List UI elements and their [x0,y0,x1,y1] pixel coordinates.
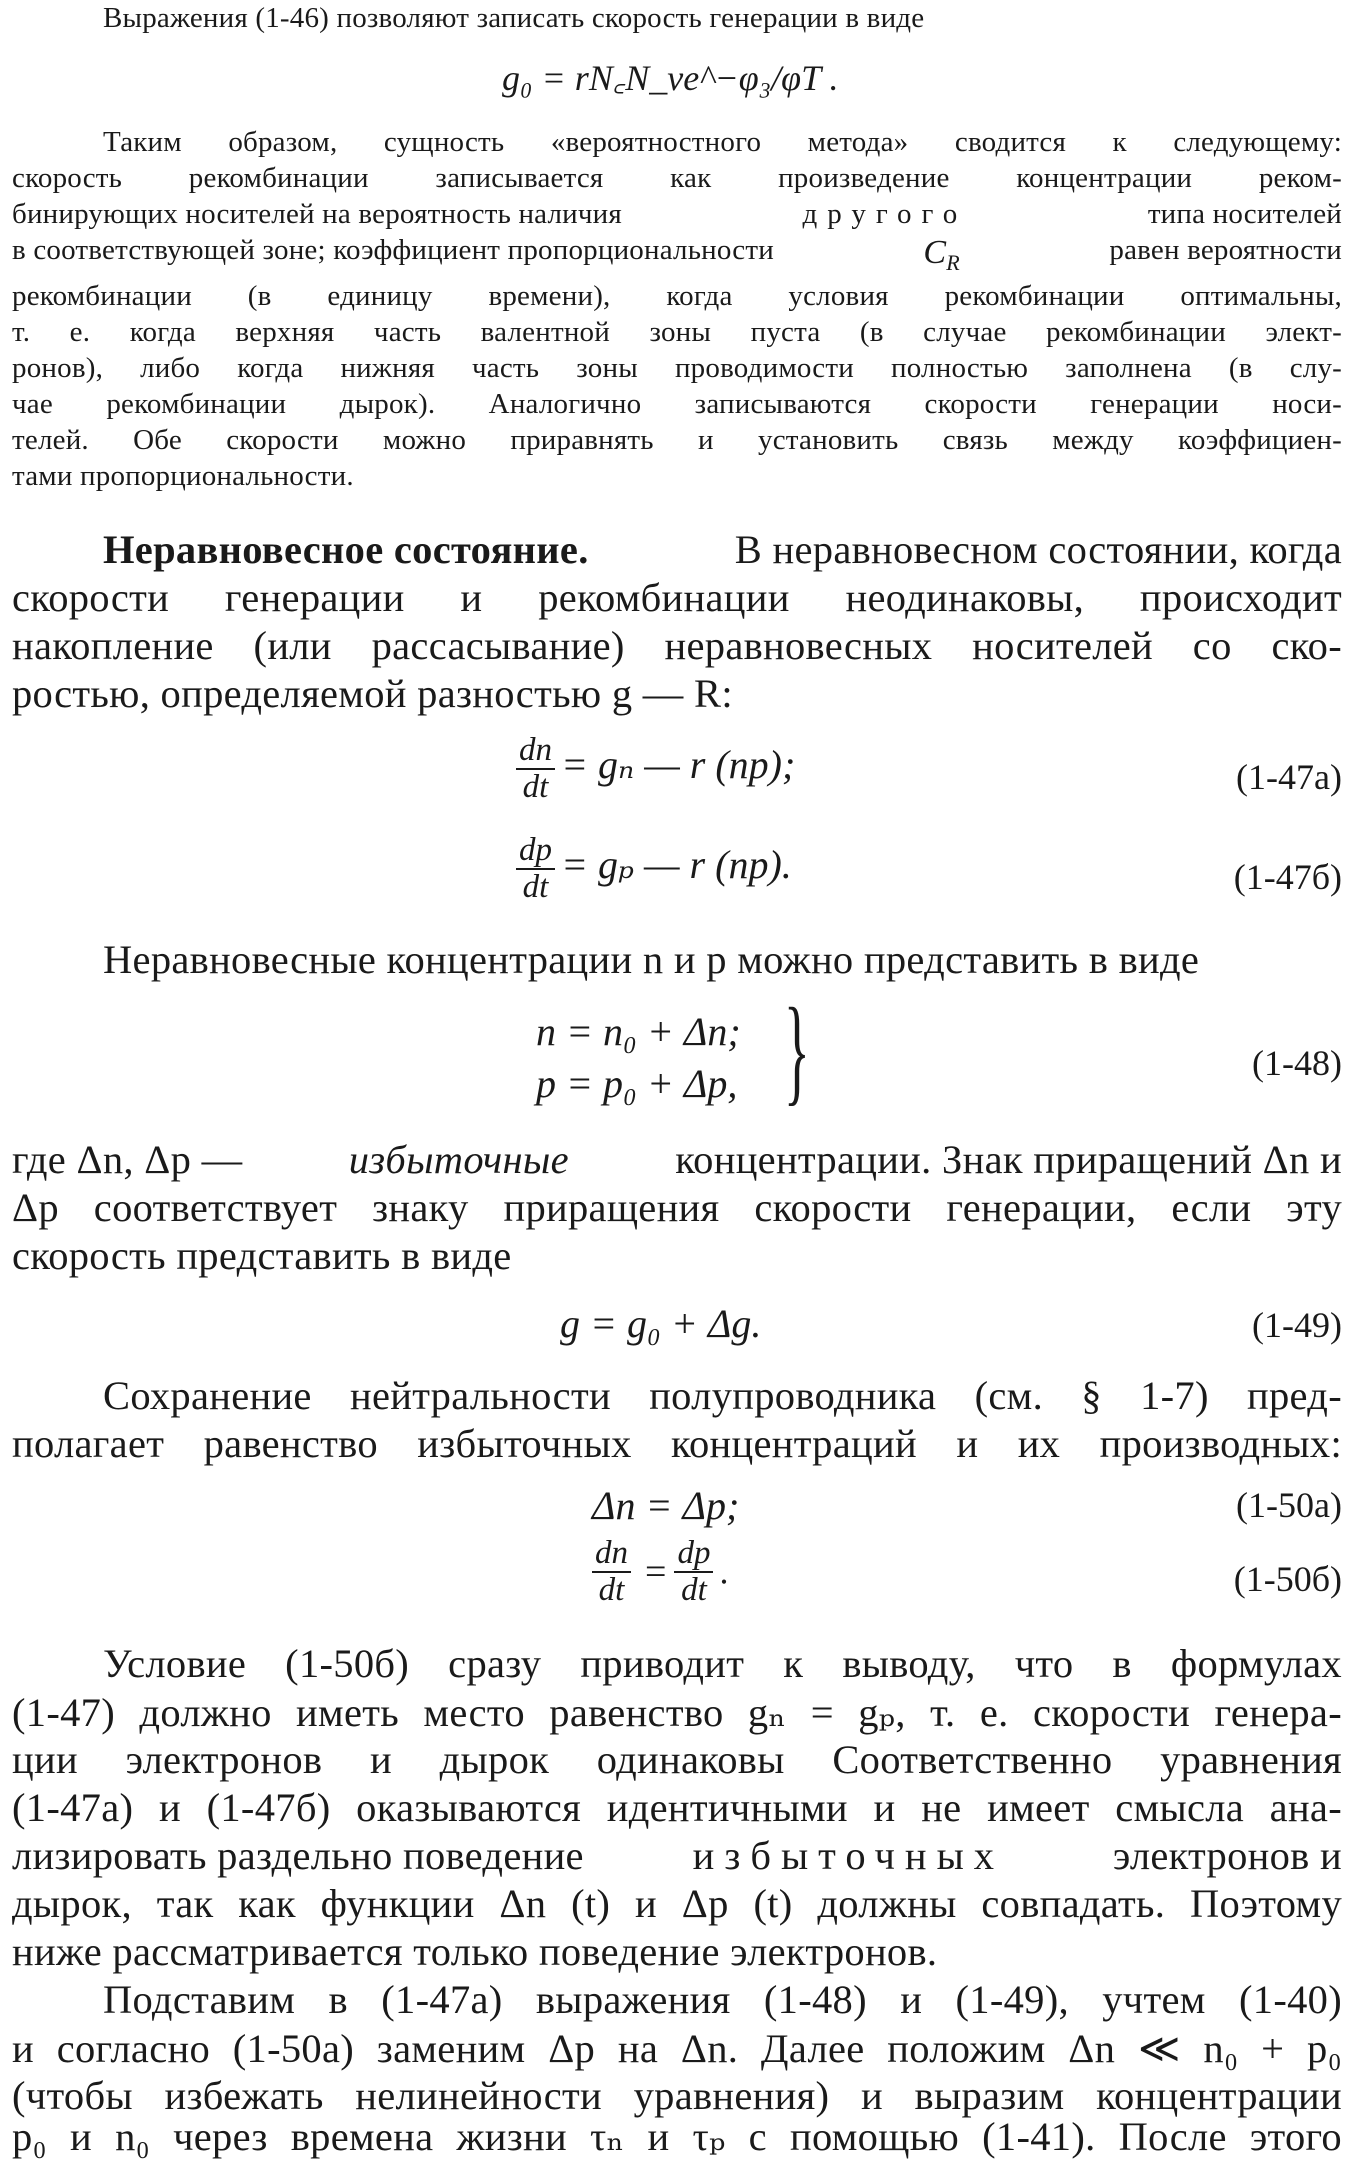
equals-sign: = [645,1550,667,1593]
equation-number: (1-50б) [1233,1559,1342,1599]
equation-1-48-line1: n = n₀ + Δn; [536,1009,741,1054]
symbol-CR [923,234,960,276]
text-line: (чтобы избежать нелинейности уравнения) и выразим концентрации [12,2073,1342,2118]
text-line: Условие (1-50б) сразу приводит к выводу, что в формулах [103,1641,1342,1686]
equation-number: (1-47а) [1236,757,1342,797]
text-line: скорость представить в виде [12,1233,512,1278]
text-line: скорости генерации и рекомбинации неодинаковы, происходит [12,575,1342,620]
equation-1-50a: Δn = Δp; [592,1483,740,1528]
text-line: телей. Обе скорости можно приравнять и установить связь между коэффициен- [12,424,1342,456]
equation-1-48-line2: p = p₀ + Δp, [536,1061,738,1106]
text-line [12,1136,1342,1183]
italic-word: избыточные [348,1137,569,1182]
text-segment: электронов и [1112,1833,1342,1878]
equation-rhs: = gₙ — r (np); [561,741,796,787]
equation-1-47b [516,833,792,904]
fraction [592,1536,631,1607]
text-line: (1-47) должно иметь место равенство gₙ = gₚ, т. е. скорости генера- [12,1690,1342,1735]
text-line [12,234,1342,276]
text-line: ции электронов и дырок одинаковы Соответственно уравнения [12,1737,1342,1782]
text-line: ниже рассматривается только поведение электронов. [12,1929,938,1974]
equation-1-49: g = g₀ + Δg. [560,1301,762,1346]
symbol-C: C [923,234,947,271]
text-line: ростью, определяемой разностью g — R: [12,671,733,716]
section-heading: Неравновесное состояние. [103,527,589,572]
text-line: Неравновесные концентрации n и p можно представить в виде [103,937,1200,982]
text-line [12,198,1342,231]
section-first-line [103,526,1342,573]
text-line: т. е. когда верхняя часть валентной зоны пуста (в случае рекомбинации элект- [12,316,1342,348]
fraction [516,733,555,804]
text-segment: в соответствующей зоне; коэффициент пропорциональности [12,234,774,266]
text-segment: бинирующих носителей на вероятность наличия [12,198,622,230]
fraction-numerator: dp [674,1536,713,1573]
spaced-word: другого [802,198,968,230]
text-segment: равен вероятности [1109,234,1342,266]
text-line: Таким образом, сущность «вероятностного метода» сводится к следующему: [103,126,1342,158]
text-line: дырок, так как функции Δn (t) и Δp (t) должны совпадать. Поэтому [12,1881,1342,1926]
text-line [12,1832,1342,1879]
equation-number: (1-47б) [1233,857,1342,897]
text-line: Выражения (1-46) позволяют записать скорость генерации в виде [103,2,925,34]
text-line: Сохранение нейтральности полупроводника (см. § 1-7) пред- [103,1373,1342,1418]
text-segment: лизировать раздельно поведение [12,1833,584,1878]
text-line: (1-47а) и (1-47б) оказываются идентичными и не имеет смысла ана- [12,1785,1342,1830]
fraction-denominator: dt [522,768,549,805]
text-line: полагает равенство избыточных концентраций и их производных: [12,1421,1342,1466]
fraction-numerator: dn [592,1536,631,1573]
symbol-subscript-R: R [946,249,960,275]
text-line: ронов), либо когда нижняя часть зоны проводимости полностью заполнена (в слу- [12,352,1342,384]
formula-g0: g₀ = rN꜀N_ve^−φ₃/φT . [502,58,839,98]
fraction-denominator: dt [598,1571,625,1608]
period: . [719,1551,729,1592]
equation-number: (1-50а) [1236,1485,1342,1525]
text-line: накопление (или рассасывание) неравновесных носителей со ско- [12,623,1342,668]
fraction [674,1536,713,1607]
equation-number: (1-49) [1252,1305,1342,1345]
equation-1-50b [592,1536,728,1607]
equation-rhs: = gₚ — r (np). [561,841,792,887]
text-line: p₀ и n₀ через времена жизни τₙ и τₚ с помощью (1-41). После этого [12,2114,1342,2159]
fraction-numerator: dp [516,833,555,870]
fraction-numerator: dn [516,733,555,770]
equation-1-47a [516,733,795,804]
spaced-word: избыточных [692,1833,1005,1878]
text-line: рекомбинации (в единицу времени), когда условия рекомбинации оптимальны, [12,280,1342,312]
fraction-denominator: dt [681,1571,707,1608]
text-segment: где Δn, Δp — [12,1137,243,1182]
right-brace: } [783,983,810,1116]
text-line: и согласно (1-50а) заменим Δp на Δn. Далее положим Δn ≪ n₀ + p₀ [12,2026,1342,2071]
text-line: скорость рекомбинации записывается как произведение концентрации реком- [12,162,1342,194]
text-segment: концентрации. Знак приращений Δn и [675,1137,1342,1182]
text-line: чае рекомбинации дырок). Аналогично записываются скорости генерации носи- [12,388,1342,420]
equation-number: (1-48) [1252,1043,1342,1083]
text-line: Подставим в (1-47а) выражения (1-48) и (1-49), учтем (1-40) [103,1977,1342,2022]
fraction-denominator: dt [522,868,549,905]
text-segment: В неравновесном состоянии, когда [734,527,1342,572]
text-line: тами пропорциональности. [12,460,354,492]
text-segment: типа носителей [1147,198,1342,230]
fraction [516,833,555,904]
text-line: Δp соответствует знаку приращения скорости генерации, если эту [12,1185,1342,1230]
